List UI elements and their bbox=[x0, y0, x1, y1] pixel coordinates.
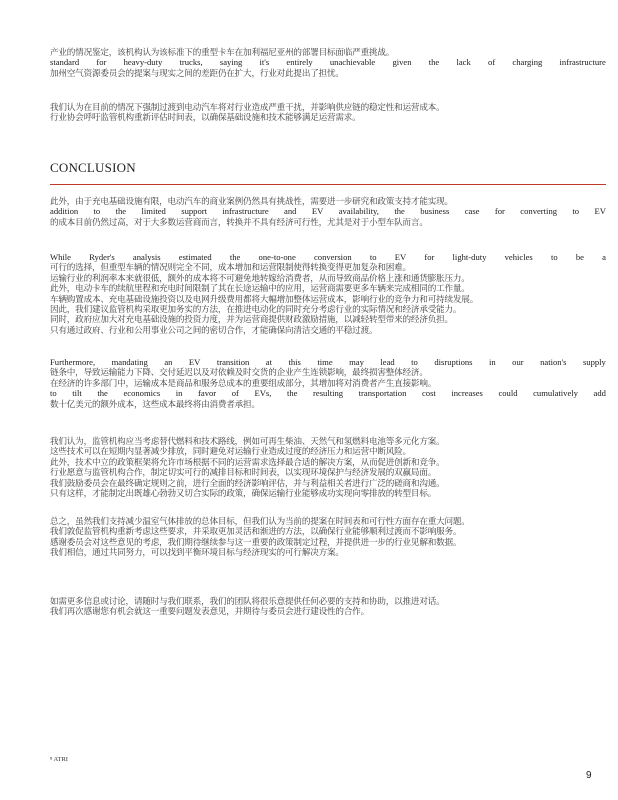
conclusion-paragraph-5 bbox=[50, 516, 606, 558]
word: favor bbox=[198, 388, 217, 399]
word: a bbox=[602, 252, 606, 262]
text-line: 此外，电动卡车的续航里程和充电时间限制了其在长途运输中的应用，运营商需要更多车辆来完成相同的工作量。 bbox=[50, 283, 470, 294]
word: vehicles bbox=[504, 252, 533, 262]
word: cost bbox=[421, 388, 436, 399]
word: to bbox=[50, 388, 57, 399]
word: in bbox=[489, 357, 496, 367]
word: it's bbox=[259, 57, 270, 68]
word: time bbox=[317, 357, 333, 367]
word: supply bbox=[582, 357, 606, 367]
word: estimated bbox=[178, 252, 212, 262]
word: be bbox=[575, 252, 584, 262]
word: cumulatively bbox=[533, 388, 578, 399]
word: case bbox=[464, 206, 480, 217]
intro-paragraph-2 bbox=[50, 102, 606, 123]
text-line: 如需更多信息或讨论，请随时与我们联系，我们的团队将很乐意提供任何必要的支持和协助，以推进对话。 bbox=[50, 596, 445, 606]
text-line: 此外，由于充电基础设施有限，电动汽车的商业案例仍然具有挑战性，需要进一步研究和政策支持才能实现。 bbox=[50, 196, 453, 206]
text-line: 我们敦促监管机构重新考虑这些要求，并采取更加灵活和渐进的方法，以确保行业能够顺利过渡而不影响服务。 bbox=[50, 526, 462, 537]
conclusion-paragraph-1 bbox=[50, 196, 606, 227]
text-line-justified bbox=[50, 357, 606, 367]
word: resulting bbox=[313, 388, 344, 399]
text-line: 只有通过政府、行业和公用事业公司之间的密切合作，才能确保向清洁交通的平稳过渡。 bbox=[50, 324, 378, 335]
word: converting bbox=[520, 206, 558, 217]
word: this bbox=[288, 357, 301, 367]
word: for bbox=[494, 206, 505, 217]
word: While bbox=[50, 252, 71, 262]
word: charging bbox=[512, 57, 543, 68]
word: the bbox=[115, 206, 127, 217]
word: business bbox=[420, 206, 450, 217]
word: entirely bbox=[286, 57, 313, 68]
text-line-justified bbox=[50, 252, 606, 262]
word: trucks, bbox=[179, 57, 203, 68]
text-line: 我们鼓励委员会在最终确定规则之前，进行全面的经济影响评估，并与利益相关者进行广泛的磋商和沟通。 bbox=[50, 477, 445, 488]
text-line: 的成本目前仍然过高，对于大多数运营商而言，转换并不具有经济可行性，尤其是对于小型车队而言。 bbox=[50, 216, 428, 227]
word: to bbox=[411, 357, 418, 367]
text-line: 行业协会呼吁监管机构重新评估时间表，以确保基础设施和技术能够满足运营需求。 bbox=[50, 112, 361, 123]
word: one-to-one bbox=[258, 252, 296, 262]
word: add bbox=[593, 388, 606, 399]
word: unachievable bbox=[329, 57, 376, 68]
conclusion-paragraph-6 bbox=[50, 596, 606, 617]
word: conversion bbox=[313, 252, 352, 262]
text-line: 车辆购置成本、充电基础设施投资以及电网升级费用都将大幅增加整体运营成本，影响行业的竞争力和可持续发展。 bbox=[50, 293, 479, 304]
text-line: 这些技术可以在短期内显著减少排放，同时避免对运输行业造成过度的经济压力和运营中断风险。 bbox=[50, 446, 411, 457]
text-line: 运输行业的利润率本来就很低，额外的成本将不可避免地转嫁给消费者，从而导致商品价格上涨和通货膨胀压力。 bbox=[50, 272, 470, 283]
word: to bbox=[572, 206, 580, 217]
text-line: 产业的情况鉴定，该机构认为该标准下的重型卡车在加利福尼亚州的部署目标面临严重挑战。 bbox=[50, 47, 395, 57]
word: support bbox=[181, 206, 207, 217]
text-line: 在经济的许多部门中，运输成本是商品和服务总成本的重要组成部分，其增加将对消费者产生直接影响。 bbox=[50, 377, 437, 388]
word: EVs, bbox=[254, 388, 272, 399]
word: given bbox=[392, 57, 412, 68]
word: the bbox=[229, 252, 241, 262]
word: may bbox=[349, 357, 364, 367]
heading-rule bbox=[50, 184, 606, 185]
text-line-justified bbox=[50, 57, 606, 67]
text-line: 我们相信，通过共同努力，可以找到平衡环境目标与经济现实的可行解决方案。 bbox=[50, 547, 344, 558]
word: to bbox=[93, 206, 101, 217]
text-line: 感谢委员会对这些意见的考虑，我们期待继续参与这一重要的政策制定过程，并提供进一步的行业见解和数据。 bbox=[50, 536, 462, 547]
text-line: 可行的选择，但重型车辆的情况则完全不同，成本增加和运营限制使得转换变得更加复杂和困难。 bbox=[50, 262, 411, 273]
word: EV bbox=[188, 357, 201, 367]
word: lead bbox=[380, 357, 395, 367]
conclusion-paragraph-3 bbox=[50, 357, 606, 409]
word: EV bbox=[311, 206, 324, 217]
text-line-justified bbox=[50, 206, 606, 216]
conclusion-paragraph-4 bbox=[50, 436, 606, 498]
text-line: 此外，技术中立的政策框架将允许市场根据不同的运营需求选择最合适的解决方案，从而促进创新和竞争。 bbox=[50, 456, 445, 467]
word: disruptions bbox=[434, 357, 473, 367]
word: our bbox=[512, 357, 524, 367]
word: nation's bbox=[540, 357, 567, 367]
word: Furthermore, bbox=[50, 357, 96, 367]
word: heavy-duty bbox=[123, 57, 163, 68]
word: could bbox=[498, 388, 518, 399]
intro-paragraph bbox=[50, 47, 606, 78]
footnote: ⁸ ATRI bbox=[50, 756, 68, 763]
text-line-justified bbox=[50, 388, 606, 398]
word: at bbox=[265, 357, 272, 367]
word: standard bbox=[50, 57, 80, 68]
text-line: 行业愿意与监管机构合作，制定切实可行的减排目标和时间表，以实现环境保护与经济发展的双赢局面。 bbox=[50, 467, 437, 478]
word: for bbox=[96, 57, 107, 68]
word: transportation bbox=[358, 388, 407, 399]
word: saying bbox=[219, 57, 243, 68]
text-line: 总之，虽然我们支持减少温室气体排放的总体目标，但我们认为当前的提案在时间表和可行性方面存在重大问题。 bbox=[50, 516, 470, 526]
word: tilt bbox=[72, 388, 82, 399]
word: increases bbox=[451, 388, 483, 399]
word: infrastructure bbox=[222, 206, 269, 217]
word: light-duty bbox=[452, 252, 487, 262]
word: the bbox=[394, 206, 405, 217]
word: the bbox=[286, 388, 298, 399]
text-line: 只有这样，才能制定出既雄心勃勃又切合实际的政策，确保运输行业能够成功实现向零排放的转型目标。 bbox=[50, 487, 437, 498]
section-heading: CONCLUSION bbox=[50, 160, 136, 175]
word: the bbox=[428, 57, 440, 68]
word: to bbox=[369, 252, 377, 262]
word: for bbox=[424, 252, 435, 262]
word: mandating bbox=[111, 357, 148, 367]
word: economics bbox=[123, 388, 161, 399]
word: lack bbox=[456, 57, 471, 68]
text-line: 链条中，导致运输能力下降、交付延迟以及对依赖及时交货的企业产生连锁影响，最终损害整体经济。 bbox=[50, 367, 428, 378]
word: the bbox=[97, 388, 108, 399]
word: EV bbox=[594, 206, 606, 217]
word: to bbox=[550, 252, 558, 262]
word: infrastructure bbox=[559, 57, 606, 68]
word: EV bbox=[394, 252, 407, 262]
word: transition bbox=[216, 357, 250, 367]
word: of bbox=[231, 388, 239, 399]
word: of bbox=[488, 57, 496, 68]
text-line: 我们认为，监管机构应当考虑替代燃料和技术路线，例如可再生柴油、天然气和氢燃料电池等多元化方案。 bbox=[50, 436, 445, 446]
word: addition bbox=[50, 206, 79, 217]
word: an bbox=[164, 357, 173, 367]
word: availability, bbox=[338, 206, 379, 217]
word: and bbox=[284, 206, 297, 217]
conclusion-paragraph-2 bbox=[50, 252, 606, 335]
text-line: 数十亿美元的额外成本，这些成本最终将由消费者承担。 bbox=[50, 398, 260, 409]
text-line: 加州空气资源委员会的提案与现实之间的差距仍在扩大，行业对此提出了担忧。 bbox=[50, 67, 344, 78]
text-line: 我们认为在目前的情况下强制过渡到电动汽车将对行业造成严重干扰，并影响供应链的稳定性和运营成本。 bbox=[50, 102, 445, 112]
word: limited bbox=[141, 206, 166, 217]
text-line: 同时，政府应加大对充电基础设施的投资力度，并为运营商提供财政激励措施，以减轻转型带来的经济负担。 bbox=[50, 314, 453, 325]
word: Ryder's bbox=[89, 252, 115, 262]
word: in bbox=[175, 388, 183, 399]
text-line: 我们再次感谢您有机会就这一重要问题发表意见，并期待与委员会进行建设性的合作。 bbox=[50, 606, 369, 617]
word: analysis bbox=[132, 252, 161, 262]
text-line: 因此，我们建议监管机构采取更加务实的方法，在推进电动化的同时充分考虑行业的实际情况和经济承受能力。 bbox=[50, 303, 462, 314]
page-number: 9 bbox=[586, 770, 592, 781]
